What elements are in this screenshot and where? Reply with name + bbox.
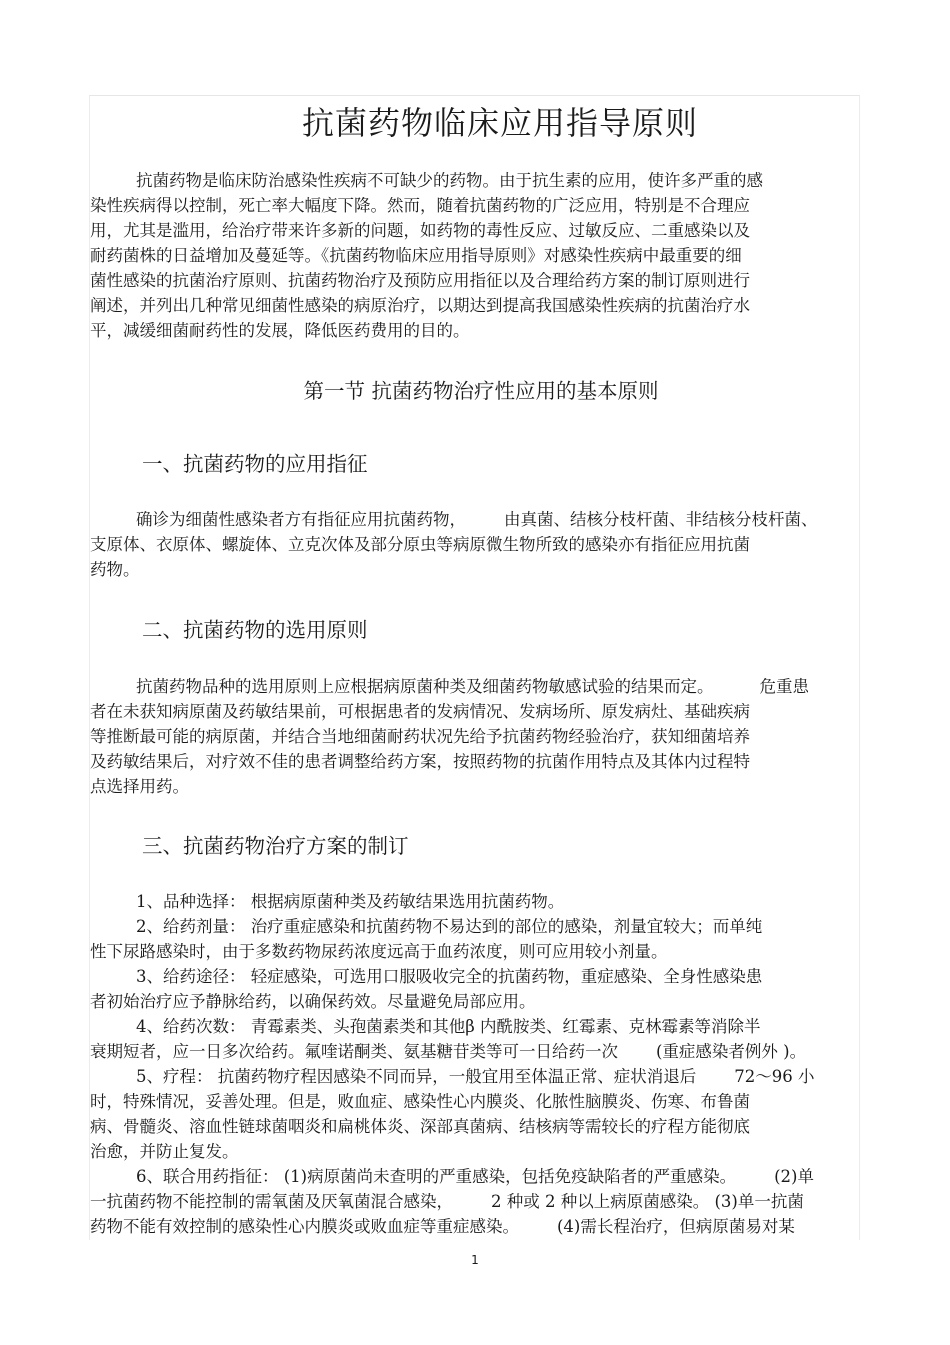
list-item: 3、给药途径： 轻症感染，可选用口服吸收完全的抗菌药物，重症感染、全身性感染患 <box>136 967 763 986</box>
text-line: 药物。 <box>90 560 140 579</box>
indications-paragraph <box>90 507 860 582</box>
text-line: 耐药菌株的日益增加及蔓延等。《抗菌药物临床应用指导原则》对感染性疾病中最重要的细 <box>90 246 742 265</box>
text-line: 者初始治疗应予静脉给药，以确保药效。尽量避免局部应用。 <box>90 992 536 1011</box>
text-line: 性下尿路感染时，由于多数药物尿药浓度远高于血药浓度，则可应用较小剂量。 <box>90 942 668 961</box>
list-item: 6、联合用药指征： (1)病原菌尚未查明的严重感染，包括免疫缺陷者的严重感染。 (2)单 <box>136 1167 814 1186</box>
page-number: 1 <box>471 1253 479 1267</box>
text-line: 菌性感染的抗菌治疗原则、抗菌药物治疗及预防应用指征以及合理给药方案的制订原则进行 <box>90 271 750 290</box>
heading-indications: 一、抗菌药物的应用指征 <box>142 452 368 476</box>
document-title: 抗菌药物临床应用指导原则 <box>301 104 698 142</box>
text-line: 抗菌药物是临床防治感染性疾病不可缺少的药物。由于抗生素的应用，使许多严重的感 <box>136 171 763 190</box>
text-line: 药物不能有效控制的感染性心内膜炎或败血症等重症感染。 (4)需长程治疗，但病原菌易对某 <box>90 1217 795 1236</box>
heading-selection: 二、抗菌药物的选用原则 <box>142 618 368 642</box>
text-line: 平，减缓细菌耐药性的发展，降低医药费用的目的。 <box>90 321 470 340</box>
text-line: 者在未获知病原菌及药敏结果前，可根据患者的发病情况、发病场所、原发病灶、基础疾病 <box>90 702 750 721</box>
text-line: 治愈，并防止复发。 <box>90 1142 239 1161</box>
section-title: 第一节 抗菌药物治疗性应用的基本原则 <box>303 379 659 403</box>
intro-paragraph <box>90 168 860 343</box>
selection-paragraph <box>90 674 860 799</box>
text-line: 一抗菌药物不能控制的需氧菌及厌氧菌混合感染， 2 种或 2 种以上病原菌感染。 (3)单一抗菌 <box>90 1192 804 1211</box>
text-line: 病、骨髓炎、溶血性链球菌咽炎和扁桃体炎、深部真菌病、结核病等需较长的疗程方能彻底 <box>90 1117 750 1136</box>
text-line: 阐述，并列出几种常见细菌性感染的病原治疗，以期达到提高我国感染性疾病的抗菌治疗水 <box>90 296 750 315</box>
list-item: 2、给药剂量： 治疗重症感染和抗菌药物不易达到的部位的感染，剂量宜较大；而单纯 <box>136 917 763 936</box>
text-line: 等推断最可能的病原菌，并结合当地细菌耐药状况先给予抗菌药物经验治疗，获知细菌培养 <box>90 727 750 746</box>
text-line: 确诊为细菌性感染者方有指征应用抗菌药物， 由真菌、结核分枝杆菌、非结核分枝杆菌、 <box>136 510 818 529</box>
text-line: 抗菌药物品种的选用原则上应根据病原菌种类及细菌药物敏感试验的结果而定。 危重患 <box>136 677 809 696</box>
text-line: 点选择用药。 <box>90 777 189 796</box>
list-item: 4、给药次数： 青霉素类、头孢菌素类和其他β 内酰胺类、红霉素、克林霉素等消除半 <box>136 1017 761 1036</box>
text-line: 染性疾病得以控制，死亡率大幅度下降。然而，随着抗菌药物的广泛应用，特别是不合理应 <box>90 196 750 215</box>
list-item: 1、品种选择： 根据病原菌种类及药敏结果选用抗菌药物。 <box>136 892 565 911</box>
heading-regimen: 三、抗菌药物治疗方案的制订 <box>142 834 409 858</box>
text-line: 及药敏结果后，对疗效不佳的患者调整给药方案，按照药物的抗菌作用特点及其体内过程特 <box>90 752 750 771</box>
regimen-list <box>90 889 860 1239</box>
list-item: 5、疗程： 抗菌药物疗程因感染不同而异，一般宜用至体温正常、症状消退后 72～96 小 <box>136 1067 815 1086</box>
text-line: 衰期短者，应一日多次给药。氟喹诺酮类、氨基糖苷类等可一日给药一次 (重症感染者例外 )。 <box>90 1042 807 1061</box>
text-line: 支原体、衣原体、螺旋体、立克次体及部分原虫等病原微生物所致的感染亦有指征应用抗菌 <box>90 535 750 554</box>
text-line: 用，尤其是滥用，给治疗带来许多新的问题，如药物的毒性反应、过敏反应、二重感染以及 <box>90 221 750 240</box>
text-line: 时，特殊情况，妥善处理。但是，败血症、感染性心内膜炎、化脓性脑膜炎、伤寒、布鲁菌 <box>90 1092 750 1111</box>
